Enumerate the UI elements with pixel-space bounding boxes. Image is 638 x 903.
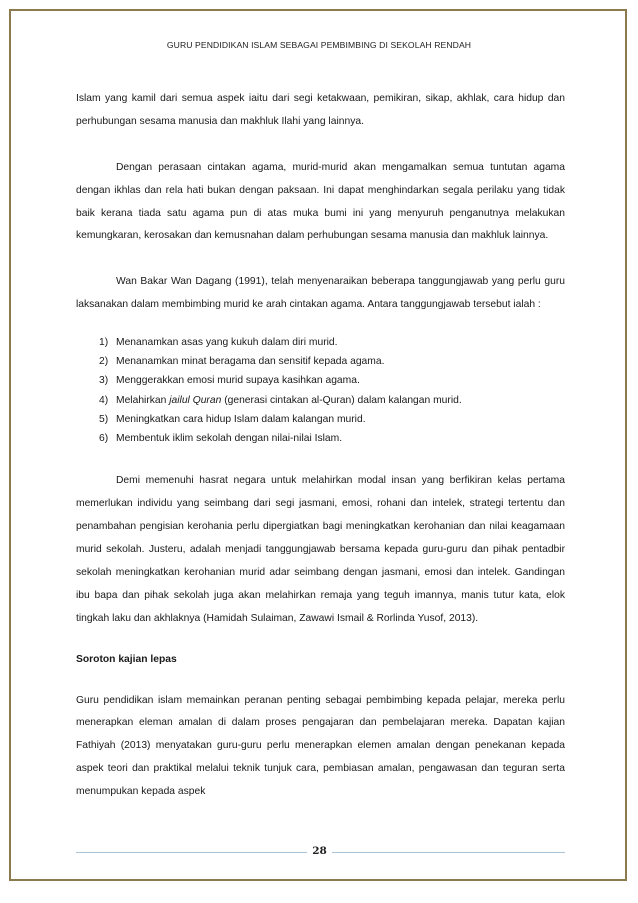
list-number: 5) xyxy=(99,413,109,425)
document-body xyxy=(76,88,565,804)
paragraph-5: Guru pendidikan islam memainkan peranan penting sebagai pembimbing kepada pelajar, mereka perlu menerapkan eleman amalan di dalam proses pengajaran dan pembelajaran mereka. Dapatan kajian Fathiyah (2013) menyatakan guru-guru perlu menerapkan elemen amalan dengan penekanan kepada aspek teori dan praktikal melalui teknik tunjuk cara, pembiasan amalan, pengawasan dan teguran serta menumpukan kepada aspek xyxy=(76,694,565,798)
list-text: Menggerakkan emosi murid supaya kasihkan agama. xyxy=(116,375,360,387)
list-item xyxy=(76,352,565,371)
running-header: GURU PENDIDIKAN ISLAM SEBAGAI PEMBIMBING DI SEKOLAH RENDAH xyxy=(166,40,472,50)
paragraph-4: Demi memenuhi hasrat negara untuk melahirkan modal insan yang berfikiran kelas pertama memerlukan individu yang seimbang dari segi jasmani, emosi, rohani dan intelek, strategi tertentu dan penambahan pengisian kerohania perlu dipergiatkan bagi meningkatkan kerohanian dan nilai keagamaan murid sekolah. Justeru, adalah menjadi tanggungjawab bersama kepada guru-guru dan pihak pentadbir sekolah meningkatkan kerohanian murid adar seimbang dengan jasmani, emosi dan intelek. Gandingan ibu bapa dan pihak sekolah juga akan melahirkan remaja yang teguh imannya, manis tutur kata, elok tingkah laku dan akhlaknya (Hamidah Sulaiman, Zawawi Ismail & Rorlinda Yusof, 2013). xyxy=(76,475,565,624)
list-text-italic: jailul Quran xyxy=(169,394,222,406)
paragraph-3: Wan Bakar Wan Dagang (1991), telah menyenaraikan beberapa tanggungjawab yang perlu guru laksanakan dalam membimbing murid ke arah cintakan agama. Antara tanggungjawab tersebut ialah : xyxy=(76,276,565,311)
list-number: 1) xyxy=(99,337,109,349)
paragraph-1: Islam yang kamil dari semua aspek iaitu dari segi ketakwaan, pemikiran, sikap, akhlak, cara hidup dan perhubungan sesama manusia dan makhluk Ilahi yang lainnya. xyxy=(76,93,565,127)
section-heading: Soroton kajian lepas xyxy=(76,653,177,665)
footer-rule-right xyxy=(332,852,565,853)
list-item xyxy=(76,410,565,429)
list-number: 3) xyxy=(99,375,109,387)
list-text-post: (generasi cintakan al-Quran) dalam kalangan murid. xyxy=(221,394,462,406)
page-number: 28 xyxy=(312,845,327,857)
list-number: 2) xyxy=(99,356,109,368)
paragraph-2: Dengan perasaan cintakan agama, murid-murid akan mengamalkan semua tuntutan agama dengan ikhlas dan rela hati bukan dengan paksaan. Ini dapat menghindarkan segala perilaku yang tidak baik kerana tiada satu agama pun di atas muka bumi ini yang menyuruh penganutnya melakukan kemungkaran, kerosakan dan kemusnahan dalam perhubungan sesama manusia dan makhluk lainnya. xyxy=(76,161,565,242)
list-number: 6) xyxy=(99,433,109,445)
list-number: 4) xyxy=(99,394,109,406)
list-text-pre: Melahirkan xyxy=(116,394,170,406)
list-item xyxy=(76,333,565,352)
list-item xyxy=(76,371,565,390)
list-item xyxy=(76,391,565,410)
list-text: Meningkatkan cara hidup Islam dalam kalangan murid. xyxy=(116,413,366,425)
list-item xyxy=(76,429,565,448)
footer-rule-left xyxy=(76,852,307,853)
list-text xyxy=(116,391,462,410)
responsibility-list xyxy=(76,333,565,448)
list-text: Menanamkan minat beragama dan sensitif kepada agama. xyxy=(116,356,385,368)
list-text: Membentuk iklim sekolah dengan nilai-nilai Islam. xyxy=(116,433,343,445)
list-text: Menanamkan asas yang kukuh dalam diri murid. xyxy=(116,337,338,349)
